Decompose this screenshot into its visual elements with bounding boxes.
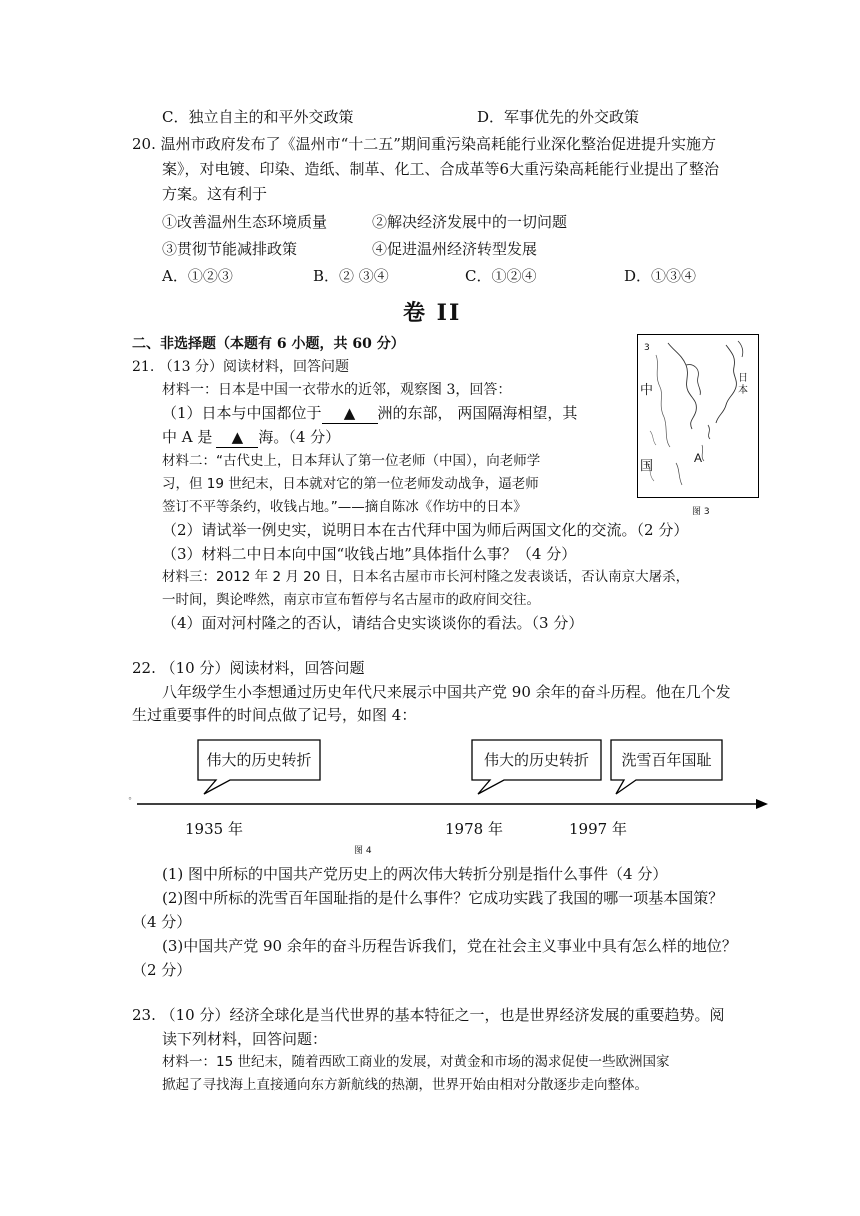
timeline-diagram [0,738,860,818]
q20-option-b: B．② ③④ [313,267,389,285]
q20-item-3: ③贯彻节能减排政策 [162,240,298,258]
q21-material-2-line3: 签订不平等条约，收钱占地。”——摘自陈冰《作坊中的日本》 [162,499,527,515]
q22-question-3-line2: （2 分） [132,961,192,979]
q23-material-1-line2: 掀起了寻找海上直接通向东方新航线的热潮，世界开始由相对分散逐步走向整体。 [162,1077,648,1093]
map-label-a: A [694,451,703,465]
q21-q1-text-b: 洲的东部， 两国隔海相望，其 [377,404,578,422]
callout-turning-point-2: 伟大的历史转折 [483,751,589,769]
year-1997: 1997 年 [569,820,627,838]
q21-question-3: （3）材料二中日本向中国“收钱占地”具体指什么事？（4 分） [162,545,577,563]
q21-material-3-line2: 一时间，舆论哗然，南京市宣布暂停与名古屋市的政府间交往。 [162,592,540,608]
year-1978: 1978 年 [445,820,503,838]
map-label-japan-1: 日 [738,373,748,384]
q22-question-1: (1) 图中所标的中国共产党历史上的两次伟大转折分别是指什么事件（4 分） [162,865,668,883]
answer-blank-2[interactable]: ▲ [216,427,258,448]
q22-question-3-line1: (3)中国共产党 90 余年的奋斗历程告诉我们，党在社会主义事业中具有怎么样的地位？ [162,937,737,955]
map-label-china-2: 国 [640,459,654,474]
answer-blank-1[interactable]: ▲ [322,403,378,424]
q21-q1-text-c: 中 A 是 [162,428,213,446]
q20-item-2: ②解决经济发展中的一切问题 [372,213,568,231]
figure-4-caption: 图 4 [354,846,372,856]
figure-3-caption: 图 3 [692,507,710,517]
map-outline-icon [638,335,758,497]
q22-question-2-line1: (2)图中所标的洗雪百年国耻指的是什么事件？它成功实践了我国的哪一项基本国策？ [162,889,724,907]
q21-q1-text-a: （1）日本与中国都位于 [162,404,322,422]
q21-q1-text-d: 海。（4 分） [258,428,341,446]
q20-item-4: ④促进温州经济转型发展 [372,240,538,258]
q20-stem-line2: 案》，对电镀、印染、造纸、制革、化工、合成革等6大重污染高耗能行业提出了整治 [162,160,720,178]
q22-intro-line1: 八年级学生小李想通过历史年代尺来展示中国共产党 90 余年的奋斗历程。他在几个发 [162,683,731,701]
q21-question-2: （2）请试举一例史实，说明日本在古代拜中国为师后两国文化的交流。（2 分） [162,521,689,539]
east-asia-map [637,334,759,498]
q22-intro-line2: 生过重要事件的时间点做了记号，如图 4： [132,706,417,724]
q20-option-a: A．①②③ [162,267,233,285]
q21-material-2-line1: 材料二：“古代史上，日本拜认了第一位老师（中国），向老师学 [162,453,541,469]
map-label-japan-2: 本 [738,385,748,396]
q21-material-2-line2: 习，但 19 世纪末，日本就对它的第一位老师发动战争，逼老师 [162,476,539,492]
timeline-origin-mark: ° [128,796,132,805]
map-label-china-1: 中 [640,383,654,398]
q22-heading: 22. （10 分）阅读材料，回答问题 [132,659,365,677]
q20-option-c: C．①②④ [465,267,537,285]
q21-heading: 21. （13 分）阅读材料，回答问题 [132,359,349,375]
section-title: 卷 II [403,300,462,326]
q21-question-1-line2 [162,427,340,448]
q23-stem-line2: 读下列材料，回答问题： [162,1030,328,1048]
map-corner-label: 3 [644,343,650,353]
q19-option-d: D．军事优先的外交政策 [477,108,640,126]
q23-stem-line1: 23. （10 分）经济全球化是当代世界的基本特征之一，也是世界经济发展的重要趋势。阅 [132,1006,725,1024]
q21-question-4: （4）面对河村隆之的否认，请结合史实谈谈你的看法。（3 分） [162,614,584,632]
q22-question-2-line2: （4 分） [132,913,192,931]
q20-stem-line3: 方案。这有利于 [162,185,268,203]
q21-question-1-line1 [162,403,577,424]
q19-option-c: C．独立自主的和平外交政策 [162,108,354,126]
q20-item-1: ①改善温州生态环境质量 [162,213,328,231]
year-1935: 1935 年 [185,820,243,838]
q21-material-3-line1: 材料三：2012 年 2 月 20 日，日本名古屋市市长河村隆之发表谈话，否认南京大屠杀， [162,569,690,585]
callout-national-humiliation: 洗雪百年国耻 [621,751,712,769]
q20-option-d: D．①③④ [624,267,697,285]
q21-material-1: 材料一：日本是中国一衣带水的近邻，观察图 3，回答： [162,382,512,398]
callout-turning-point-1: 伟大的历史转折 [206,751,312,769]
section2-heading: 二、非选择题（本题有 6 小题，共 60 分） [132,336,405,352]
q23-material-1-line1: 材料一：15 世纪末，随着西欧工商业的发展，对黄金和市场的渴求促使一些欧洲国家 [162,1054,670,1070]
q20-stem-line1: 20. 温州市政府发布了《温州市“十二五”期间重污染高耗能行业深化整治促进提升实施方 [132,135,716,153]
